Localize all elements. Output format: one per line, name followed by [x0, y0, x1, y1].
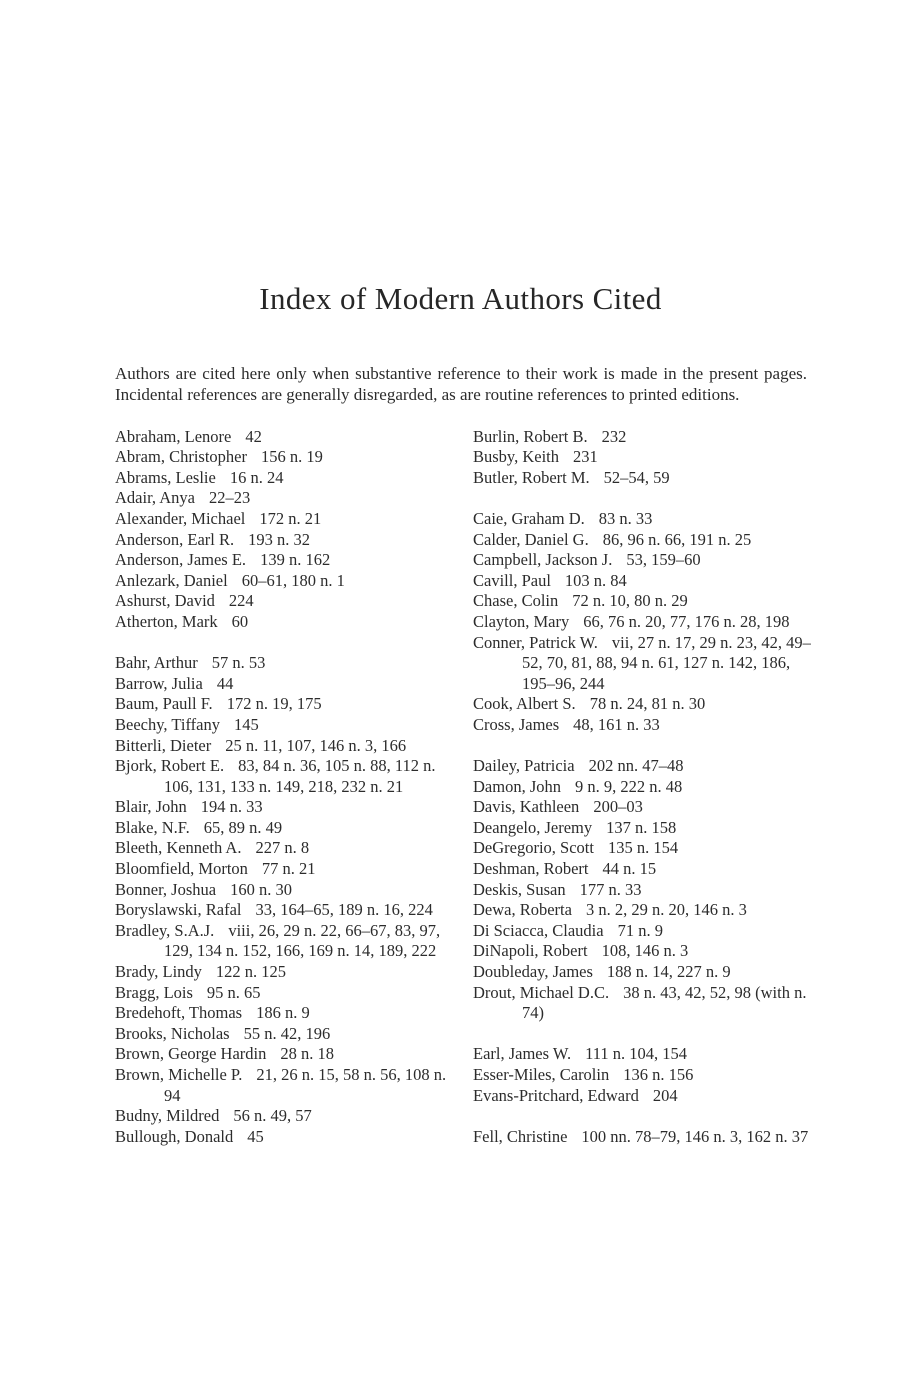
page-references: 145 [233, 714, 259, 734]
author-name: Bonner, Joshua [115, 879, 217, 899]
page-title: Index of Modern Authors Cited [259, 281, 662, 316]
page-references: 177 n. 33 [579, 879, 642, 899]
page-references: 16 n. 24 [229, 467, 284, 487]
index-entry [115, 838, 457, 859]
author-name: Busby, Keith [473, 447, 560, 467]
index-columns [115, 427, 921, 1148]
page-references: 38 n. 43, 42, 52, 98 (with n. 74) [522, 982, 807, 1023]
author-name: Evans-Pritchard, Edward [473, 1085, 639, 1105]
index-entry [115, 756, 457, 797]
author-name: Brady, Lindy [115, 962, 202, 982]
page-references: 186 n. 9 [256, 1003, 310, 1023]
index-group [473, 1044, 815, 1106]
author-name: Beechy, Tiffany [115, 714, 220, 734]
index-entry [473, 962, 815, 983]
page-references: 44 [216, 673, 234, 693]
index-entry [115, 797, 457, 818]
index-entry [115, 427, 457, 448]
page-references: 42 [245, 426, 262, 446]
page-references: 108, 146 n. 3 [601, 941, 689, 961]
index-group [473, 756, 815, 1024]
page-references: 139 n. 162 [260, 550, 331, 570]
author-name: Bradley, S.A.J. [115, 920, 215, 940]
index-group [473, 1127, 815, 1148]
author-name: Calder, Daniel G. [473, 529, 589, 549]
author-name: Cook, Albert S. [473, 694, 576, 714]
index-column-left [115, 427, 457, 1148]
page-references: 77 n. 21 [261, 859, 316, 879]
index-entry [473, 591, 815, 612]
intro-paragraph: Authors are cited here only when substantive reference to their work is made in the present pages. Incidental references are generally disregarded, as are routine references to printed editions. [115, 364, 807, 404]
index-entry [473, 1127, 815, 1148]
page-references: 65, 89 n. 49 [203, 817, 283, 837]
index-entry [115, 674, 457, 695]
author-name: Brown, George Hardin [115, 1044, 267, 1064]
page-references: 9 n. 9, 222 n. 48 [575, 776, 683, 796]
index-entry [115, 653, 457, 674]
author-name: Baum, Paull F. [115, 694, 213, 714]
page-references: 45 [247, 1126, 264, 1146]
page-references: 100 nn. 78–79, 146 n. 3, 162 n. 37 [581, 1126, 809, 1146]
author-name: Fell, Christine [473, 1126, 568, 1146]
index-entry [115, 530, 457, 551]
page-references: 3 n. 2, 29 n. 20, 146 n. 3 [585, 900, 747, 920]
index-entry [473, 633, 815, 695]
index-entry [473, 983, 815, 1024]
author-name: Butler, Robert M. [473, 467, 590, 487]
index-group [115, 427, 457, 633]
page-references: 95 n. 65 [206, 982, 261, 1002]
index-entry [473, 756, 815, 777]
index-entry [115, 694, 457, 715]
index-entry [473, 797, 815, 818]
page-references: 71 n. 9 [617, 920, 663, 940]
index-entry [115, 488, 457, 509]
page-references: 52–54, 59 [603, 467, 670, 487]
index-entry [115, 715, 457, 736]
page-references: 172 n. 19, 175 [226, 694, 322, 714]
author-name: Cross, James [473, 714, 560, 734]
index-entry [473, 612, 815, 633]
index-entry [115, 880, 457, 901]
index-entry [115, 983, 457, 1004]
index-entry [115, 571, 457, 592]
page-references: 55 n. 42, 196 [243, 1023, 331, 1043]
page-references: viii, 26, 29 n. 22, 66–67, 83, 97, 129, 134 n. 152, 166, 169 n. 14, 189, 222 [164, 920, 441, 961]
author-name: Caie, Graham D. [473, 508, 585, 528]
page-references: 137 n. 158 [606, 817, 677, 837]
page-references: 66, 76 n. 20, 77, 176 n. 28, 198 [583, 611, 790, 631]
page-references: 227 n. 8 [255, 838, 310, 858]
author-name: Anlezark, Daniel [115, 570, 228, 590]
author-name: Earl, James W. [473, 1044, 572, 1064]
author-name: Deskis, Susan [473, 879, 566, 899]
author-name: Bredehoft, Thomas [115, 1003, 243, 1023]
page-references: 78 n. 24, 81 n. 30 [589, 694, 706, 714]
page-references: 25 n. 11, 107, 146 n. 3, 166 [225, 735, 407, 755]
page-references: 22–23 [209, 488, 251, 508]
author-name: Dailey, Patricia [473, 756, 575, 776]
index-entry [473, 550, 815, 571]
page-references: 44 n. 15 [602, 859, 657, 879]
index-entry [115, 550, 457, 571]
author-name: Bloomfield, Morton [115, 859, 248, 879]
index-entry [115, 1127, 457, 1148]
author-name: Blair, John [115, 797, 187, 817]
index-entry [473, 715, 815, 736]
author-name: Bragg, Lois [115, 982, 193, 1002]
author-name: Deangelo, Jeremy [473, 817, 593, 837]
author-name: Deshman, Robert [473, 859, 589, 879]
author-name: Doubleday, James [473, 962, 593, 982]
index-entry [473, 1044, 815, 1065]
author-name: Bahr, Arthur [115, 653, 198, 673]
author-name: Atherton, Mark [115, 611, 218, 631]
index-group [473, 509, 815, 736]
index-entry [473, 447, 815, 468]
page-references: vii, 27 n. 17, 29 n. 23, 42, 49–52, 70, 81, 88, 94 n. 61, 127 n. 142, 186, 195–96, 244 [522, 632, 811, 693]
author-name: Alexander, Michael [115, 508, 246, 528]
index-entry [473, 941, 815, 962]
author-name: Bitterli, Dieter [115, 735, 212, 755]
author-name: Abram, Christopher [115, 447, 247, 467]
page-references: 48, 161 n. 33 [573, 714, 660, 734]
page-references: 224 [228, 591, 254, 611]
author-name: Boryslawski, Rafal [115, 900, 242, 920]
author-name: Conner, Patrick W. [473, 632, 598, 652]
index-entry [115, 468, 457, 489]
index-entry [115, 509, 457, 530]
page-references: 86, 96 n. 66, 191 n. 25 [602, 529, 752, 549]
index-entry [473, 694, 815, 715]
index-entry [473, 571, 815, 592]
index-entry [473, 427, 815, 448]
index-entry [473, 1086, 815, 1107]
author-name: Bjork, Robert E. [115, 756, 225, 776]
author-name: Bleeth, Kenneth A. [115, 838, 242, 858]
page-references: 60 [231, 611, 249, 631]
page-references: 136 n. 156 [623, 1065, 694, 1084]
author-name: Drout, Michael D.C. [473, 982, 610, 1002]
index-group [473, 427, 815, 489]
page-references: 231 [573, 447, 598, 467]
index-entry [115, 736, 457, 757]
index-entry [115, 612, 457, 633]
author-name: DiNapoli, Robert [473, 941, 588, 961]
page-references: 83 n. 33 [598, 508, 653, 528]
author-name: Chase, Colin [473, 591, 559, 611]
page-references: 232 [601, 426, 627, 446]
author-name: Damon, John [473, 776, 561, 796]
page-references: 28 n. 18 [280, 1044, 334, 1064]
author-name: Davis, Kathleen [473, 797, 580, 817]
page-references: 135 n. 154 [607, 838, 679, 858]
index-entry [115, 921, 457, 962]
index-entry [115, 1044, 457, 1065]
index-group [115, 653, 457, 1147]
author-name: Anderson, Earl R. [115, 529, 235, 549]
index-entry [115, 962, 457, 983]
index-entry [473, 1065, 815, 1086]
page-references: 103 n. 84 [564, 570, 627, 590]
page-references: 57 n. 53 [211, 653, 266, 673]
author-name: Budny, Mildred [115, 1106, 220, 1126]
index-column-right [473, 427, 815, 1148]
index-entry [115, 1024, 457, 1045]
author-name: Campbell, Jackson J. [473, 550, 613, 570]
page-references: 56 n. 49, 57 [233, 1106, 312, 1126]
author-name: Adair, Anya [115, 488, 195, 508]
index-entry [115, 447, 457, 468]
page-references: 33, 164–65, 189 n. 16, 224 [255, 900, 433, 920]
author-name: Cavill, Paul [473, 570, 551, 590]
page-references: 202 nn. 47–48 [588, 756, 684, 776]
index-entry [473, 880, 815, 901]
author-name: Bullough, Donald [115, 1126, 234, 1146]
author-name: Barrow, Julia [115, 673, 203, 693]
author-name: Anderson, James E. [115, 550, 247, 570]
page-references: 53, 159–60 [626, 550, 701, 570]
page-references: 193 n. 32 [248, 529, 311, 549]
page-references: 204 [652, 1085, 678, 1105]
index-entry [473, 921, 815, 942]
index-entry [473, 900, 815, 921]
page-references: 200–03 [593, 797, 643, 817]
index-entry [115, 818, 457, 839]
index-entry [473, 859, 815, 880]
author-name: Dewa, Roberta [473, 900, 572, 920]
index-entry [473, 509, 815, 530]
index-entry [115, 900, 457, 921]
page-references: 160 n. 30 [230, 879, 292, 899]
page-references: 156 n. 19 [260, 447, 323, 467]
author-name: Abraham, Lenore [115, 426, 232, 446]
page-references: 122 n. 125 [215, 962, 287, 982]
index-entry [473, 530, 815, 551]
index-entry [115, 1003, 457, 1024]
index-entry [115, 859, 457, 880]
index-entry [115, 1106, 457, 1127]
author-name: Abrams, Leslie [115, 467, 216, 487]
index-entry [115, 1065, 457, 1106]
page-references: 21, 26 n. 15, 58 n. 56, 108 n. 94 [164, 1065, 447, 1105]
author-name: Esser-Miles, Carolin [473, 1065, 610, 1084]
page-references: 194 n. 33 [200, 797, 263, 817]
page-references: 188 n. 14, 227 n. 9 [606, 962, 731, 982]
author-name: Brown, Michelle P. [115, 1065, 243, 1084]
author-name: Di Sciacca, Claudia [473, 920, 604, 940]
page-references: 111 n. 104, 154 [585, 1044, 687, 1064]
index-entry [473, 838, 815, 859]
index-entry [473, 818, 815, 839]
author-name: DeGregorio, Scott [473, 838, 594, 858]
index-entry [473, 777, 815, 798]
author-name: Burlin, Robert B. [473, 426, 588, 446]
index-entry [473, 468, 815, 489]
page-references: 60–61, 180 n. 1 [241, 570, 345, 590]
author-name: Brooks, Nicholas [115, 1023, 230, 1043]
author-name: Ashurst, David [115, 591, 215, 611]
page-references: 72 n. 10, 80 n. 29 [572, 591, 688, 611]
page-references: 172 n. 21 [259, 508, 322, 528]
author-name: Blake, N.F. [115, 817, 190, 837]
page-references: 83, 84 n. 36, 105 n. 88, 112 n. 106, 131, 133 n. 149, 218, 232 n. 21 [164, 756, 436, 796]
author-name: Clayton, Mary [473, 611, 570, 631]
index-entry [115, 591, 457, 612]
